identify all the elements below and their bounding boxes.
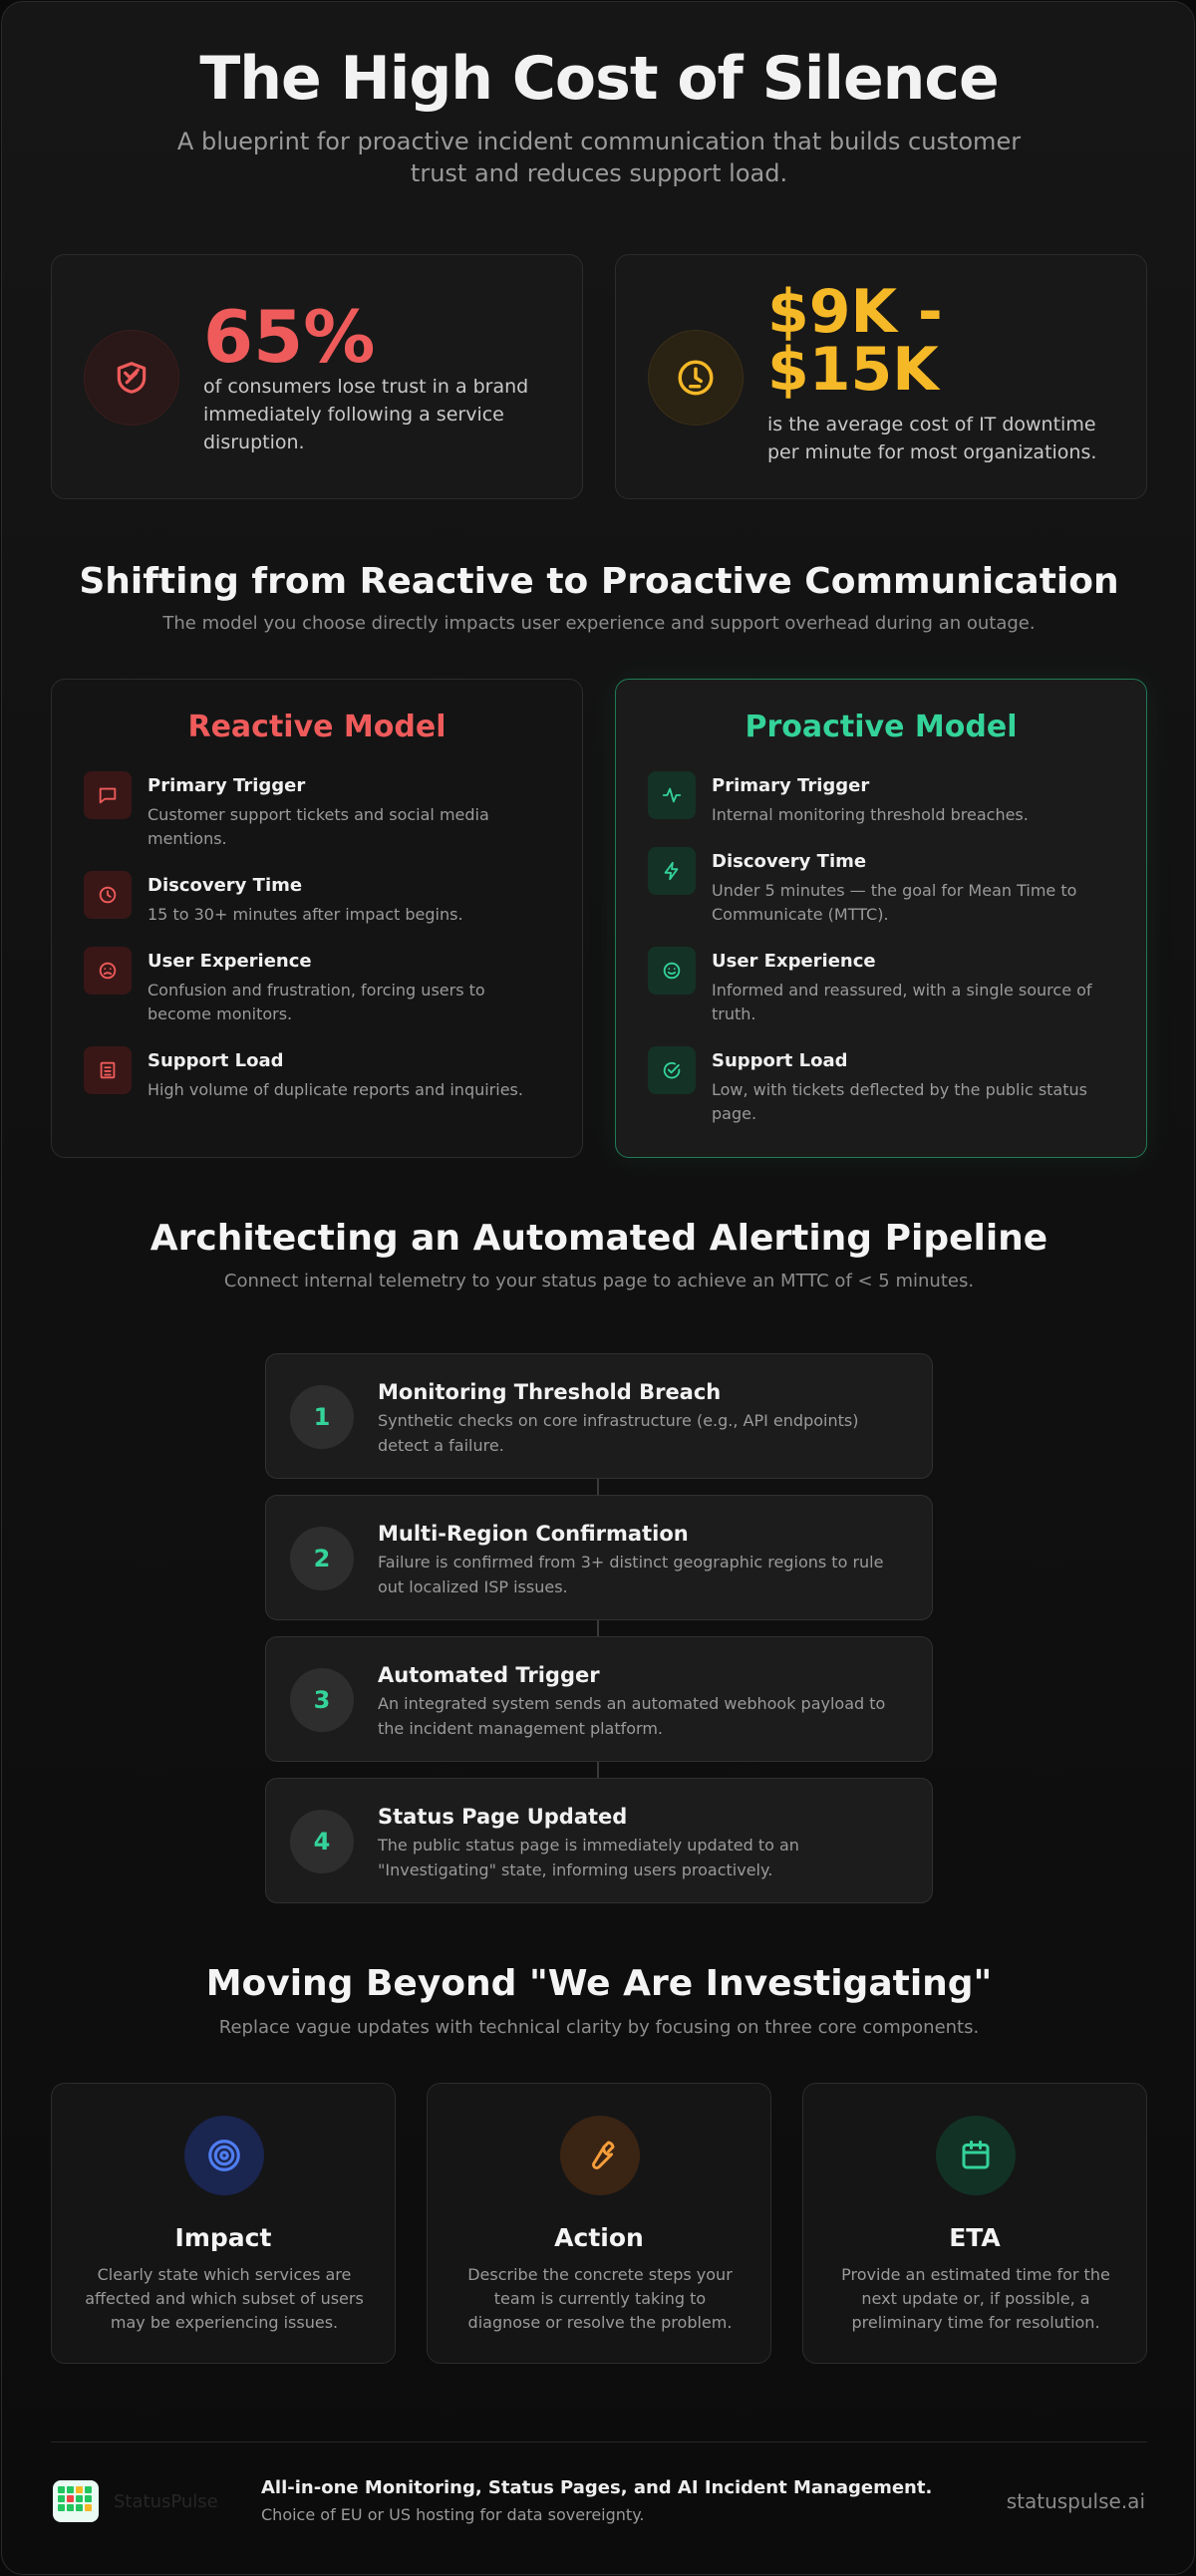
section-title-models: Shifting from Reactive to Proactive Communication bbox=[79, 561, 1119, 602]
component-title: Impact bbox=[174, 2223, 272, 2252]
message-icon bbox=[84, 771, 132, 819]
stat-card-trust bbox=[51, 254, 583, 499]
wrench-icon bbox=[560, 2116, 640, 2195]
item-title: User Experience bbox=[148, 951, 312, 972]
item-description: Low, with tickets deflected by the public status page. bbox=[712, 1080, 1087, 1123]
stat-value: 65% bbox=[203, 295, 376, 379]
brand-name: StatusPulse bbox=[114, 2491, 218, 2512]
step-description: The public status page is immediately updated to an "Investigating" state, informing users proactively. bbox=[378, 1836, 799, 1879]
item-title: Primary Trigger bbox=[148, 775, 306, 796]
stat-card-cost bbox=[615, 254, 1147, 499]
page-title: The High Cost of Silence bbox=[199, 44, 999, 114]
pulse-icon bbox=[648, 771, 696, 819]
calendar-icon bbox=[936, 2116, 1016, 2195]
reactive-item-support bbox=[84, 1046, 552, 1106]
step-title: Monitoring Threshold Breach bbox=[378, 1380, 722, 1404]
step-title: Multi-Region Confirmation bbox=[378, 1522, 689, 1546]
step-description: An integrated system sends an automated webhook payload to the incident management platform. bbox=[378, 1694, 886, 1738]
proactive-item-trigger bbox=[648, 771, 1116, 831]
brand-logo-icon[interactable] bbox=[53, 2480, 99, 2522]
reactive-model-card bbox=[51, 679, 583, 1158]
proactive-model-title: Proactive Model bbox=[745, 710, 1018, 744]
footer-tagline: All-in-one Monitoring, Status Pages, and AI Incident Management. bbox=[261, 2477, 933, 2498]
reactive-item-trigger bbox=[84, 771, 552, 851]
stat-value: $9K - $15K bbox=[767, 277, 943, 405]
item-description: Under 5 minutes — the goal for Mean Time to Communicate (MTTC). bbox=[712, 881, 1077, 924]
proactive-model-card bbox=[615, 679, 1147, 1158]
pipeline-step bbox=[265, 1636, 933, 1762]
component-description: Describe the concrete steps your team is currently taking to diagnose or resolve the problem. bbox=[467, 2265, 733, 2332]
inbox-icon bbox=[84, 1046, 132, 1094]
component-title: ETA bbox=[949, 2223, 1001, 2252]
footer-divider bbox=[51, 2441, 1147, 2442]
step-title: Automated Trigger bbox=[378, 1663, 600, 1687]
section-subtitle-pipeline: Connect internal telemetry to your status page to achieve an MTTC of < 5 minutes. bbox=[223, 1271, 975, 1291]
item-title: User Experience bbox=[712, 951, 876, 972]
infographic-page bbox=[1, 1, 1195, 2575]
stat-description: of consumers lose trust in a brand immediately following a service disruption. bbox=[203, 376, 529, 453]
footer-subline: Choice of EU or US hosting for data sovereignty. bbox=[261, 2505, 645, 2524]
check-circle-icon bbox=[648, 1046, 696, 1094]
proactive-item-support bbox=[648, 1046, 1116, 1126]
step-title: Status Page Updated bbox=[378, 1805, 628, 1829]
item-title: Primary Trigger bbox=[712, 775, 870, 796]
section-title-pipeline: Architecting an Automated Alerting Pipeline bbox=[150, 1218, 1048, 1259]
pipeline-step bbox=[265, 1353, 933, 1479]
component-description: Clearly state which services are affected and which subset of users may be experiencing issues. bbox=[85, 2265, 364, 2332]
frown-icon bbox=[84, 947, 132, 995]
step-number: 2 bbox=[290, 1527, 354, 1590]
lightning-icon bbox=[648, 847, 696, 895]
item-description: Internal monitoring threshold breaches. bbox=[712, 805, 1029, 824]
pipeline-step bbox=[265, 1778, 933, 1903]
clock-dollar-icon bbox=[648, 330, 744, 426]
item-description: 15 to 30+ minutes after impact begins. bbox=[148, 905, 463, 924]
item-description: Confusion and frustration, forcing users to become monitors. bbox=[148, 981, 485, 1023]
component-card-eta bbox=[802, 2083, 1147, 2364]
item-description: Customer support tickets and social media mentions. bbox=[148, 805, 489, 848]
reactive-item-experience bbox=[84, 947, 552, 1026]
footer-site-link[interactable]: statuspulse.ai bbox=[1006, 2489, 1145, 2513]
item-title: Support Load bbox=[148, 1050, 284, 1071]
stat-description: is the average cost of IT downtime per minute for most organizations. bbox=[767, 414, 1097, 463]
item-title: Discovery Time bbox=[712, 851, 867, 872]
section-title-components: Moving Beyond "We Are Investigating" bbox=[205, 1963, 993, 2004]
page-subtitle: A blueprint for proactive incident communication that builds customer trust and reduces support load. bbox=[176, 128, 1022, 187]
proactive-item-experience bbox=[648, 947, 1116, 1026]
pipeline-step bbox=[265, 1495, 933, 1620]
target-icon bbox=[184, 2116, 264, 2195]
section-subtitle-components: Replace vague updates with technical clarity by focusing on three core components. bbox=[218, 2017, 980, 2038]
component-card-impact bbox=[51, 2083, 396, 2364]
proactive-item-discovery bbox=[648, 847, 1116, 927]
component-card-action bbox=[427, 2083, 771, 2364]
item-title: Discovery Time bbox=[148, 875, 303, 896]
smile-icon bbox=[648, 947, 696, 995]
item-description: Informed and reassured, with a single source of truth. bbox=[712, 981, 1092, 1023]
clock-icon bbox=[84, 871, 132, 919]
component-description: Provide an estimated time for the next update or, if possible, a preliminary time for resolution. bbox=[841, 2265, 1110, 2332]
step-number: 3 bbox=[290, 1668, 354, 1732]
item-title: Support Load bbox=[712, 1050, 848, 1071]
component-title: Action bbox=[554, 2223, 644, 2252]
step-description: Failure is confirmed from 3+ distinct geographic regions to rule out localized ISP issues. bbox=[378, 1553, 884, 1596]
step-description: Synthetic checks on core infrastructure (e.g., API endpoints) detect a failure. bbox=[378, 1411, 859, 1455]
item-description: High volume of duplicate reports and inquiries. bbox=[148, 1080, 523, 1099]
reactive-item-discovery bbox=[84, 871, 552, 931]
shield-alert-icon bbox=[84, 330, 179, 426]
reactive-model-title: Reactive Model bbox=[187, 710, 447, 744]
section-subtitle-models: The model you choose directly impacts user experience and support overhead during an outage. bbox=[162, 613, 1036, 634]
step-number: 4 bbox=[290, 1810, 354, 1873]
step-number: 1 bbox=[290, 1385, 354, 1449]
